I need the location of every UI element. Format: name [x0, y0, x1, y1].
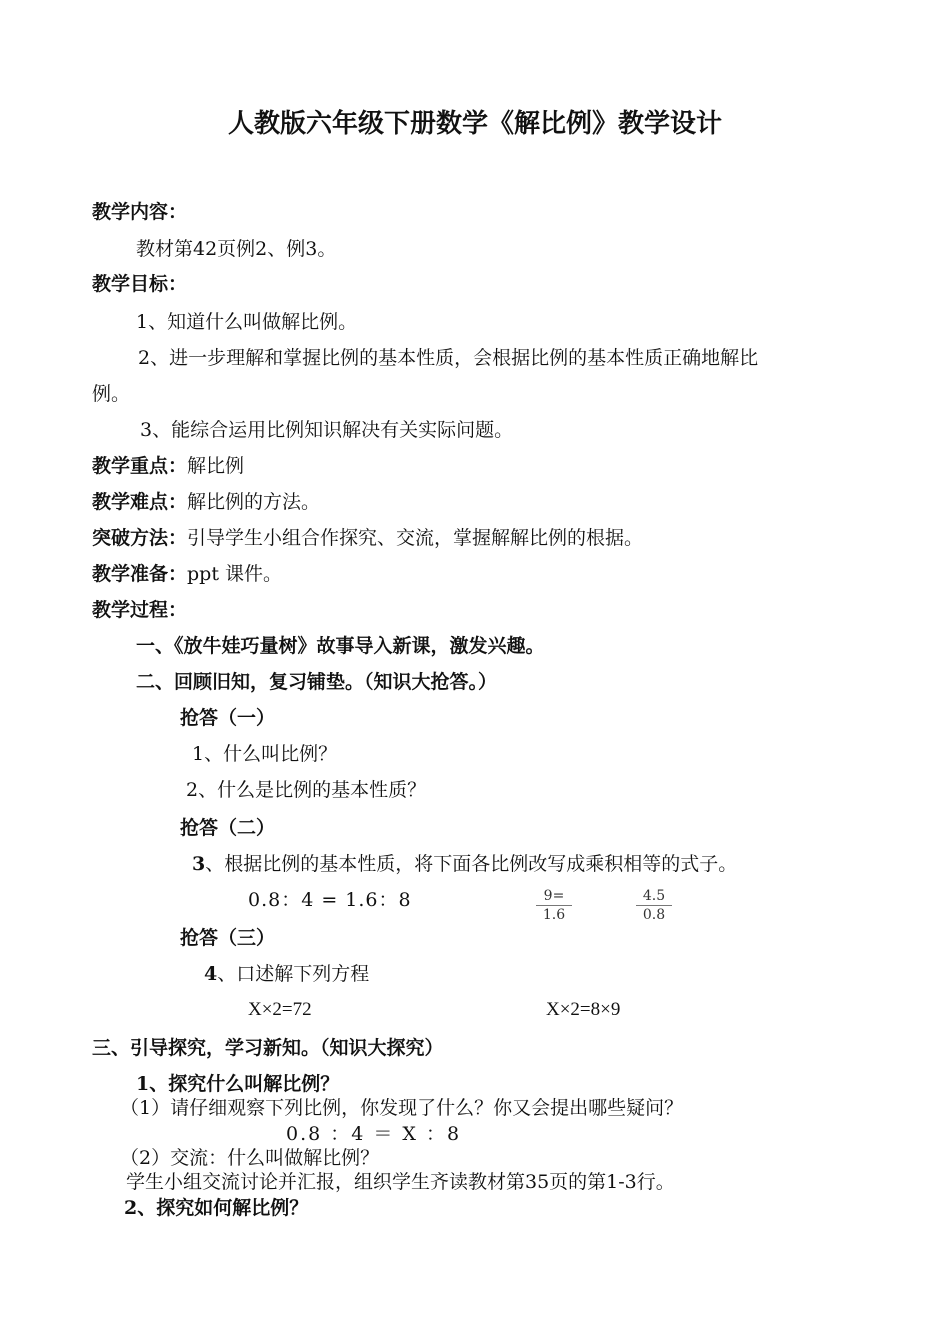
fraction-2-numerator: 4.5: [636, 887, 672, 906]
goal-item-3: 3、能综合运用比例知识解决有关实际问题。: [140, 419, 514, 441]
explore-1-sub-2: （2）交流：什么叫做解比例？: [120, 1147, 380, 1169]
quiz-question-4-number: 4: [204, 963, 218, 985]
key-point-text: 解比例: [187, 455, 245, 477]
process-step-3: 三、引导探究，学习新知。（知识大探究）: [92, 1037, 444, 1059]
explore-1-sub-2-description: 学生小组交流讨论并汇报，组织学生齐读教材第35页的第1-3行。: [126, 1171, 675, 1193]
quiz-round-2: 抢答（二）: [180, 817, 276, 839]
goal-item-1: 1、知道什么叫做解比例。: [136, 311, 358, 333]
method-label: 突破方法：: [92, 527, 188, 549]
content-text: 教材第42页例2、例3。: [136, 238, 337, 260]
explore-1-heading: 1、探究什么叫解比例？: [136, 1073, 340, 1095]
method-text: 引导学生小组合作探究、交流，掌握解解比例的根据。: [187, 527, 644, 549]
explore-2-heading: 2、探究如何解比例？: [124, 1197, 309, 1219]
goals-heading: 教学目标：: [92, 273, 188, 295]
process-heading: 教学过程：: [92, 599, 188, 621]
goal-item-2-line-1: 2、进一步理解和掌握比例的基本性质，会根据比例的基本性质正确地解比: [138, 347, 759, 369]
difficulty-label: 教学难点：: [92, 491, 188, 513]
fraction-1-numerator: 9=: [536, 887, 572, 906]
process-step-1: 一、《放牛娃巧量树》故事导入新课，激发兴趣。: [136, 635, 545, 657]
key-point-label: 教学重点：: [92, 455, 188, 477]
quiz-question-3: [192, 852, 737, 876]
key-point-row: [92, 454, 244, 478]
quiz-question-3-text: 、根据比例的基本性质，将下面各比例改写成乘积相等的式子。: [205, 853, 738, 875]
prep-row: [92, 562, 282, 586]
proportion-expression: 0.8：4 = 1.6：8: [248, 889, 412, 911]
quiz-question-1: 1、什么叫比例？: [192, 743, 338, 765]
quiz-round-1: 抢答（一）: [180, 707, 276, 729]
goal-item-2-line-2: 例。: [92, 383, 131, 405]
method-row: [92, 526, 643, 550]
prep-text: ppt 课件。: [187, 563, 283, 585]
difficulty-row: [92, 490, 320, 514]
difficulty-text: 解比例的方法。: [187, 491, 321, 513]
equation-2: X×2=8×9: [546, 999, 621, 1020]
page-title: 人教版六年级下册数学《解比例》教学设计: [227, 109, 722, 139]
quiz-question-4: [204, 962, 369, 986]
fraction-2-denominator: 0.8: [642, 907, 666, 923]
equation-1: X×2=72: [248, 999, 312, 1020]
fraction-1: [536, 887, 572, 924]
quiz-round-3: 抢答（三）: [180, 927, 276, 949]
quiz-question-3-number: 3: [192, 853, 206, 875]
process-step-2: 二、回顾旧知，复习铺垫。（知识大抢答。）: [136, 671, 498, 693]
example-proportion: 0.8 ：4 ＝ X ：8: [286, 1123, 462, 1145]
quiz-question-4-text: 、口述解下列方程: [217, 963, 370, 985]
content-heading: 教学内容：: [92, 201, 188, 223]
prep-label: 教学准备：: [92, 563, 188, 585]
fraction-2: [636, 887, 672, 924]
explore-1-sub-1: （1）请仔细观察下列比例，你发现了什么？你又会提出哪些疑问？: [120, 1097, 684, 1119]
quiz-question-2: 2、什么是比例的基本性质？: [186, 779, 427, 801]
fraction-1-denominator: 1.6: [542, 907, 566, 923]
